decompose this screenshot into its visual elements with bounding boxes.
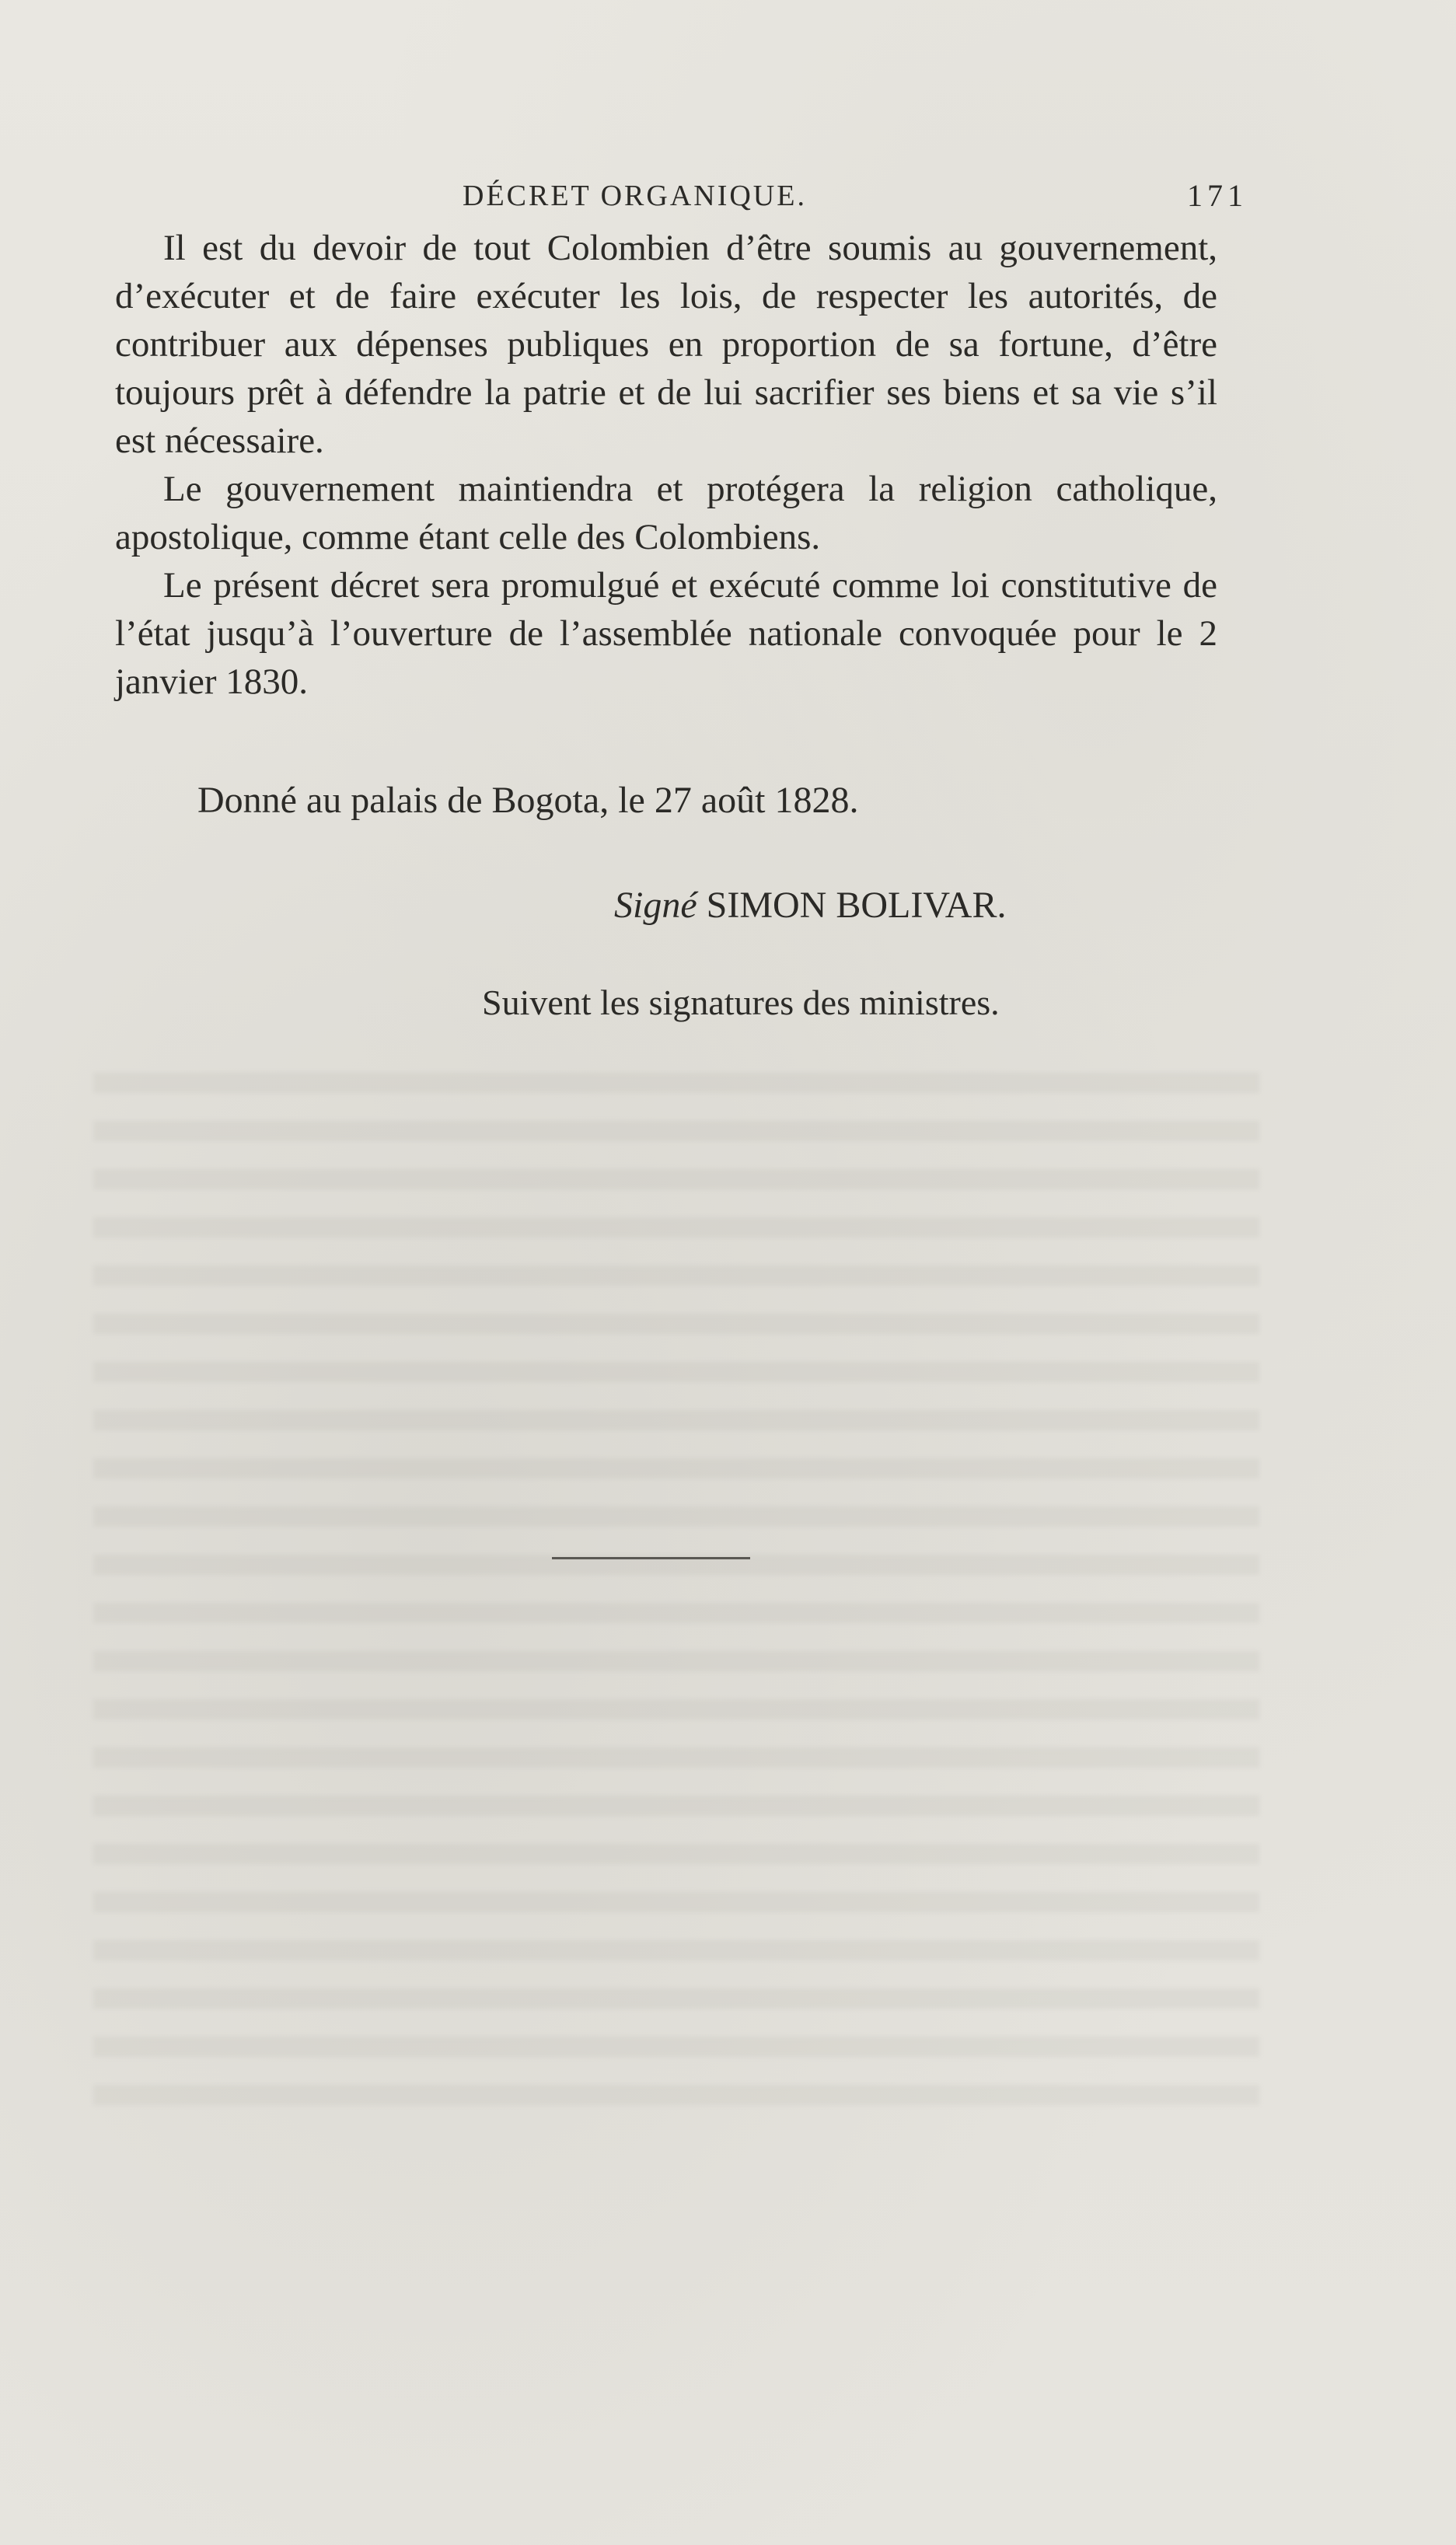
show-through-text	[93, 1073, 1259, 2107]
paragraph-promulgation: Le présent décret sera promulgué et exécuté comme loi constitutive de l’état jusqu’à l’ouverture de l’assemblée nationale convoquée pour le 2 janvier 1830.	[115, 565, 1217, 702]
ministers-note: Suivent les signatures des ministres.	[482, 983, 1000, 1022]
paragraph-religion: Le gouvernement maintiendra et protégera la religion catholique, apostolique, comme étant celle des Colombiens.	[115, 469, 1217, 557]
paragraph-duty: Il est du devoir de tout Colombien d’être soumis au gouvernement, d’exécuter et de faire exécuter les lois, de respecter les autorités, de contribuer aux dépenses publiques en proportion de sa fortune, d’être toujours prêt à défendre la patrie et de lui sacrifier ses biens et sa vie s’il est nécessaire.	[115, 228, 1217, 461]
signature-line	[614, 878, 1236, 933]
body-text	[115, 224, 1217, 706]
closing-rule	[552, 1557, 750, 1559]
running-head: DÉCRET ORGANIQUE.	[463, 180, 807, 212]
signatory-name: SIMON BOLIVAR.	[706, 885, 1007, 926]
page-header	[463, 173, 1248, 219]
page-number: 171	[1187, 178, 1248, 213]
signe-label: Signé	[614, 885, 697, 926]
dateline: Donné au palais de Bogota, le 27 août 1828.	[197, 780, 859, 821]
